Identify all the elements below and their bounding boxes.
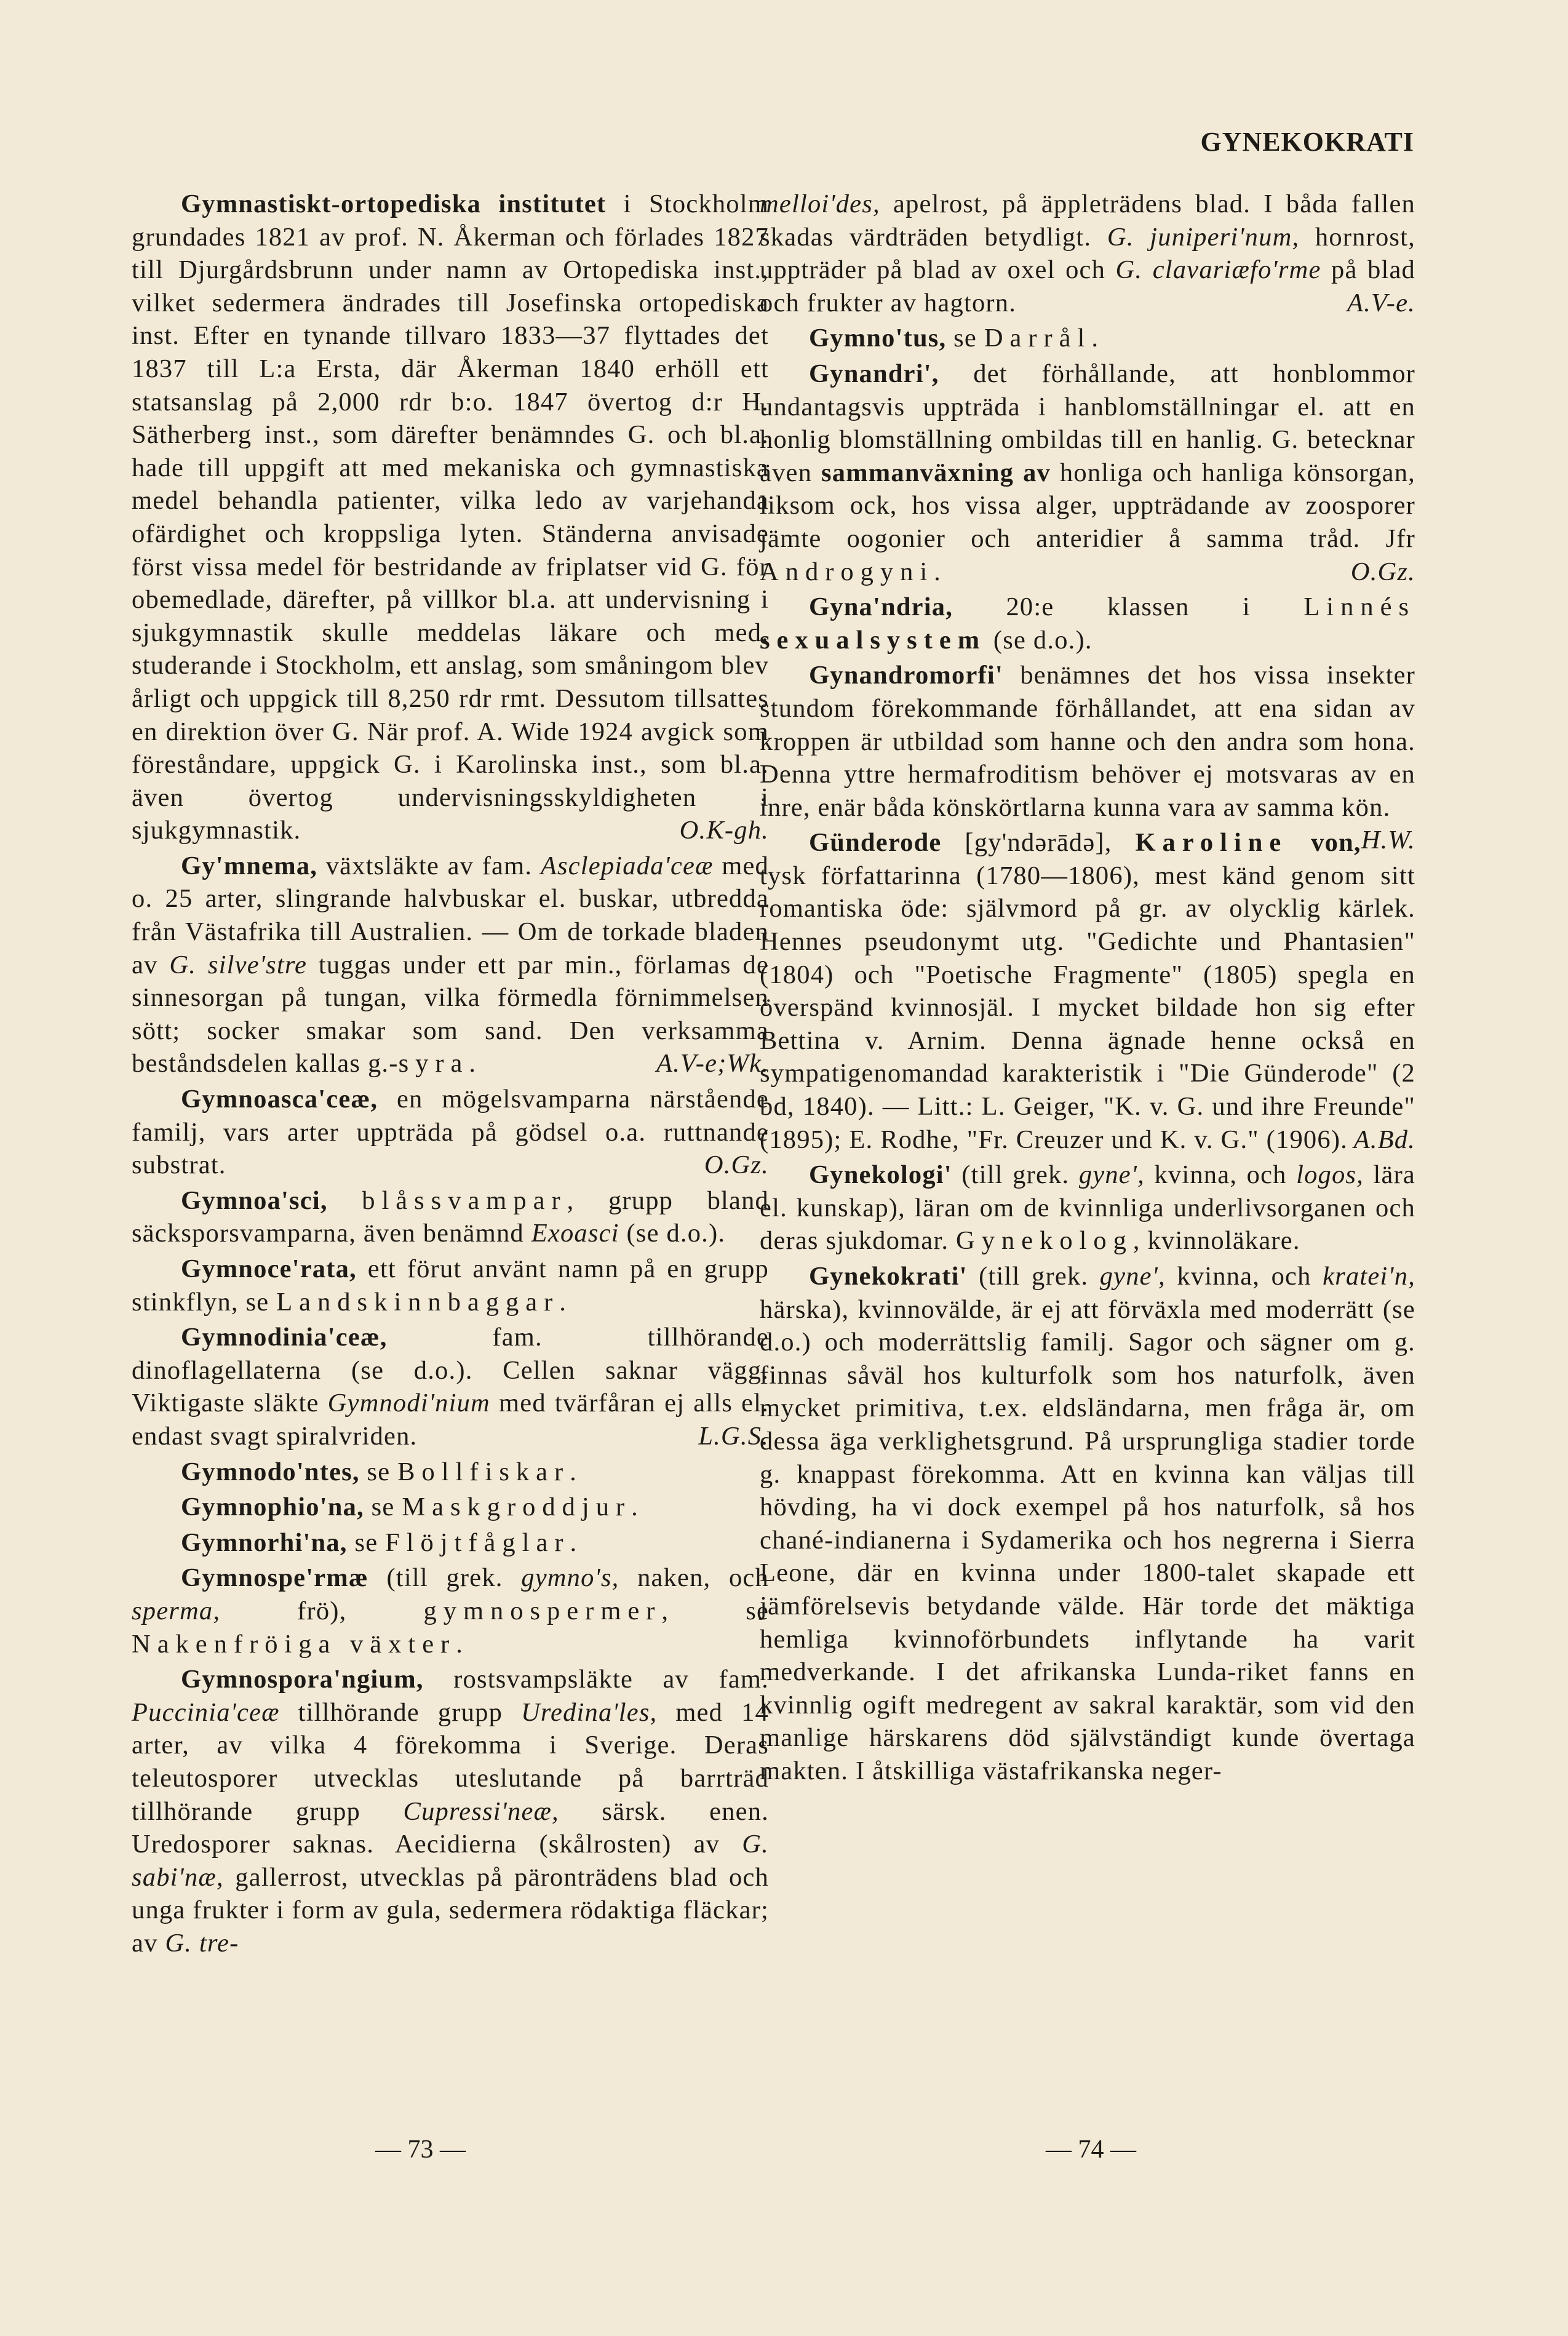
body-text: . — [570, 1457, 577, 1486]
body-text: det förhållande, att honblommor undantagsvis uppträda i hanblomställningar el. att en honlig blomställning ombildas till en hanlig. G. betecknar även — [760, 359, 1415, 487]
italic-text: Cupressi'neæ, — [403, 1796, 559, 1826]
left-column — [132, 188, 769, 1962]
encyclopedia-entry — [132, 1184, 769, 1250]
italic-text: G. juniperi'num, — [1107, 222, 1300, 252]
body-text: tuggas under ett par min., förlamas de sinnesorgan på tungan, vilka förmedla förnimmelsen sött; socker smakar som sand. Den verksamma beståndsdelen kallas g.- — [132, 950, 769, 1078]
right-column — [760, 188, 1415, 1790]
body-text: lära el. kunskap), läran om de kvinnliga underlivsorganen och deras sjukdomar. — [760, 1160, 1415, 1256]
encyclopedia-entry — [132, 1663, 769, 1959]
body-text: se — [359, 1457, 398, 1486]
headword: Gymnoasca'ceæ, — [181, 1085, 378, 1114]
author-signature: A.Bd. — [1353, 1125, 1415, 1154]
body-text: se — [364, 1493, 402, 1522]
italic-text: logos, — [1296, 1160, 1364, 1190]
italic-text: Exoasci — [531, 1219, 619, 1248]
italic-text: gyne', — [1099, 1262, 1166, 1291]
italic-text: gymno's, — [521, 1563, 619, 1593]
body-text: härska), kvinnovälde, är ej att förväxla med moderrätt (se d.o.) och moderrättslig familj. Sagor och sägner om g. finnas såväl hos kulturfolk som hos naturfolk, även mycket primitiva, t.ex. eldsländarna, men fråga är, om dessa äga verklighetsgrund. På ursprungliga stadier torde g. knappast förekomma. Att en kvinna kan väljas till hövding, ha vi dock exempel på hos naturfolk, så hos chané-indianerna i Sydamerika och hos negrerna i Sierra Leone, där en kvinna under 1800-talet skapade ett jämförelsevis betydande välde. Här torde det mäktiga hemliga kvinnoförbundets inflytande ha varit medverkande. I det afrikanska Lunda-riket fanns en kvinnlig ogift medregent av sakral karaktär, som vid den manlige härskarens död självständigt kunde övertaga makten. I åtskilliga västafrikanska neger- — [760, 1294, 1415, 1785]
body-text: . — [559, 1287, 567, 1317]
body-text: [gy'ndərādə], — [941, 828, 1136, 858]
encyclopedia-entry — [760, 322, 1415, 355]
headword: Gymno'tus, — [809, 324, 947, 353]
headword: Gynekokrati' — [809, 1262, 968, 1291]
spaced-reference: gymnospermer — [423, 1596, 662, 1625]
spaced-reference: Linnés — [1303, 592, 1415, 622]
encyclopedia-entry — [132, 1321, 769, 1453]
encyclopedia-entry — [132, 188, 769, 847]
body-text: . — [570, 1528, 578, 1557]
body-text: i Stockholm grundades 1821 av prof. N. Åkerman och förlades 1827 till Djurgårdsbrunn under namn av Ortopediska inst., vilket sedermera ändrades till Josefinska ortopediska inst. Efter en tynande tillvaro 1833—37 flyttades det 1837 till L:a Ersta, där Åkerman 1840 erhöll ett statsanslag på 2,000 rdr b:o. 1847 övertog d:r H. Sätherberg inst., som därefter benämndes G. och bl.a. hade till uppgift att med mekaniska och gymnastiska medel behandla patienter, vilka ledo av varjehanda ofärdighet och kroppsliga lyten. Ständerna anvisade först vissa medel för bestridande av friplatser vid G. för obemedlade, därefter, på villkor bl.a. att undervisning i sjukgymnastik skulle meddelas läkare och med. studerande i Stockholm, ett anslag, som småningom blev årligt och uppgick till 8,250 rdr rmt. Dessutom tillsattes en direktion över G. När prof. A. Wide 1924 avgick som föreståndare, uppgick G. i Karolinska inst., som bl.a. även övertog undervisningsskyldigheten i sjukgymnastik. — [132, 189, 770, 845]
encyclopedia-entry — [760, 826, 1415, 1156]
encyclopedia-entry — [132, 1456, 769, 1489]
author-signature: O.K-gh. — [679, 816, 769, 845]
encyclopedia-entry — [132, 1526, 769, 1560]
body-text: frö), — [220, 1596, 424, 1625]
headword: Gynekologi' — [809, 1160, 952, 1190]
spaced-reference: blåssvampar — [362, 1186, 567, 1215]
body-text: , kvinnoläkare. — [1132, 1226, 1300, 1256]
body-text: ett förut använt namn på en grupp stinkflyn, se — [132, 1254, 769, 1317]
spaced-reference: Flöjtfåglar — [385, 1528, 570, 1557]
body-text: (till grek. — [967, 1262, 1100, 1291]
body-text: tysk författarinna (1780—1806), mest känd genom sitt romantiska öde: självmord på gr. av olycklig kärlek. Hennes pseudonymt utg. "Gedichte und Phantasien" (1804) och "Poetische Fragmente" (1805) spegla en överspänd kvinnosjäl. I mycket bildade hon sig efter Bettina v. Arnim. Denna ägnade henne också en sympatigenomandad karakteristik i "Die Günderode" (2 bd, 1840). — Litt.: L. Geiger, "K. v. G. und ihre Freunde" (1895); E. Rodhe, "Fr. Creuzer und K. v. G." (1906). — [760, 861, 1415, 1154]
body-text: , se — [661, 1596, 770, 1625]
headword: Gymnoa'sci, — [181, 1186, 328, 1215]
headword: sammanväxning av — [821, 458, 1051, 487]
body-text: växtsläkte av fam. — [317, 851, 541, 880]
italic-text: sperma, — [132, 1596, 221, 1625]
spaced-reference: Gynekolog — [956, 1226, 1133, 1256]
body-text: rostsvampsläkte av fam. — [423, 1665, 769, 1694]
encyclopedia-entry — [132, 1491, 769, 1524]
author-signature: O.Gz. — [704, 1150, 769, 1180]
headword: Gynandri', — [809, 359, 939, 388]
italic-text: Asclepiada'ceæ — [540, 851, 714, 880]
body-text: tillhörande grupp — [279, 1697, 521, 1727]
headword: von, — [1287, 828, 1361, 858]
body-text: med tvärfåran ej alls el. endast svagt spiralvriden. — [132, 1389, 770, 1451]
headword: Gynandromorfi' — [809, 661, 1003, 690]
spaced-reference: syra — [398, 1049, 469, 1078]
body-text: på blad och frukter av hagtorn. — [760, 255, 1415, 317]
body-text: hornrost, uppträder på blad av oxel och — [760, 222, 1415, 285]
encyclopedia-entry — [760, 1260, 1415, 1788]
italic-text: Gymnodi'nium — [327, 1389, 490, 1418]
author-signature: O.Gz. — [1350, 557, 1415, 586]
encyclopedia-entry — [132, 850, 769, 1080]
italic-text: melloi'des, — [760, 189, 880, 218]
body-text: . — [934, 557, 941, 586]
body-text: (till grek. — [952, 1160, 1079, 1190]
body-text: (se d.o.). — [619, 1219, 726, 1248]
headword: Gymnospe'rmæ — [181, 1563, 368, 1593]
headword: Gymnodinia'ceæ, — [181, 1323, 388, 1352]
headword: Gy'mnema, — [181, 851, 318, 880]
headword: Gymnospora'ngium, — [181, 1665, 424, 1694]
body-text: benämnes det hos vissa insekter stundom förekommande förhållandet, att ena sidan av kroppen är utbildad som hanne och den andra som hona. Denna yttre hermafroditism behöver ej motsvaras av en inre, enär båda könskörtlarna kunna vara av samma kön. — [760, 661, 1415, 822]
body-text: . — [469, 1049, 477, 1078]
body-text: fam. tillhörande dinoflagellaterna (se d.o.). Cellen saknar vägg. Viktigaste släkte — [132, 1323, 769, 1418]
encyclopedia-entry — [760, 1158, 1415, 1258]
body-text: särsk. enen. Uredosporer saknas. Aecidierna (skålrosten) av — [132, 1796, 769, 1859]
body-text: apelrost, på äppleträdens blad. I båda fallen skadas värdträden betydligt. — [760, 189, 1415, 252]
body-text: en mögelsvamparna närstående familj, vars arter uppträda på gödsel o.a. ruttnande substrat. — [132, 1085, 769, 1180]
encyclopedia-entry — [760, 188, 1415, 319]
body-text — [328, 1186, 362, 1215]
italic-text: G. sabi'næ, — [132, 1830, 769, 1892]
author-signature: A.V-e. — [1347, 288, 1415, 317]
body-text: 20:e klassen i — [953, 592, 1304, 622]
italic-text: Uredina'les, — [520, 1697, 658, 1727]
encyclopedia-entry — [132, 1083, 769, 1182]
body-text: . — [631, 1493, 639, 1522]
headword: Gymnodo'ntes, — [181, 1457, 360, 1486]
spaced-bold-text: Karoline — [1135, 828, 1288, 858]
spaced-reference: Nakenfröiga växter — [132, 1629, 456, 1659]
italic-text: G. silve'stre — [169, 950, 308, 979]
encyclopedia-entry — [132, 1561, 769, 1660]
author-signature: H.W. — [1361, 826, 1415, 855]
italic-text: kratei'n, — [1323, 1262, 1415, 1291]
headword: Gymnoce'rata, — [181, 1254, 357, 1283]
body-text: naken, och — [619, 1563, 769, 1593]
spaced-reference: Androgyni — [760, 557, 934, 586]
body-text: kvinna, och — [1165, 1262, 1323, 1291]
encyclopedia-entry — [760, 357, 1415, 588]
italic-text: Puccinia'ceæ — [132, 1697, 280, 1727]
encyclopedia-entry — [132, 1253, 769, 1318]
body-text: se — [347, 1528, 386, 1557]
spaced-reference: Maskgroddjur — [402, 1493, 632, 1522]
body-text: , grupp bland säcksporsvamparna, även benämnd — [132, 1186, 769, 1248]
body-text: honliga och hanliga könsorgan, liksom ock, hos vissa alger, uppträdande av zoosporer jämte oogonier och anteridier å samma tråd. Jfr — [760, 458, 1415, 553]
encyclopedia-entry — [760, 591, 1415, 656]
author-signature: L.G.S. — [698, 1421, 769, 1451]
body-text: gallerrost, utvecklas på päronträdens blad och unga frukter i form av gula, sedermera rödaktiga fläckar; av — [132, 1862, 769, 1958]
body-text: med o. 25 arter, slingrande halvbuskar el. buskar, utbredda från Västafrika till Australien. — Om de torkade bladen av — [132, 851, 769, 979]
spaced-reference: Darrål — [984, 324, 1092, 353]
body-text: se — [946, 324, 984, 353]
page-number-right: — 74 — — [1046, 2135, 1136, 2164]
headword: Gymnastiskt-ortopediska institutet — [181, 189, 607, 218]
spaced-reference: Bollfiskar — [397, 1457, 570, 1486]
body-text: (till grek. — [368, 1563, 522, 1593]
body-text: . — [456, 1629, 464, 1659]
italic-text: G. tre- — [165, 1928, 239, 1958]
italic-text: gyne', — [1078, 1160, 1145, 1190]
italic-text: G. clavariæfo'rme — [1115, 255, 1321, 285]
body-text: kvinna, och — [1144, 1160, 1297, 1190]
headword: Gymnophio'na, — [181, 1493, 364, 1522]
headword: Gyna'ndria, — [809, 592, 953, 622]
page-number-left: — 73 — — [375, 2135, 466, 2164]
body-text: med 14 arter, av vilka 4 förekomma i Sverige. Deras teleutosporer utvecklas uteslutande på barrträd tillhörande grupp — [132, 1697, 769, 1826]
body-text: . — [1091, 324, 1099, 353]
body-text: (se d.o.). — [986, 625, 1092, 655]
headword: Günderode — [809, 828, 942, 858]
headword: Gymnorhi'na, — [181, 1528, 348, 1557]
spaced-reference: Landskinnbaggar — [276, 1287, 560, 1317]
running-head: GYNEKOKRATI — [1200, 127, 1414, 157]
author-signature: A.V-e;Wk. — [656, 1049, 769, 1078]
spaced-bold-text: sexualsystem — [760, 625, 987, 655]
